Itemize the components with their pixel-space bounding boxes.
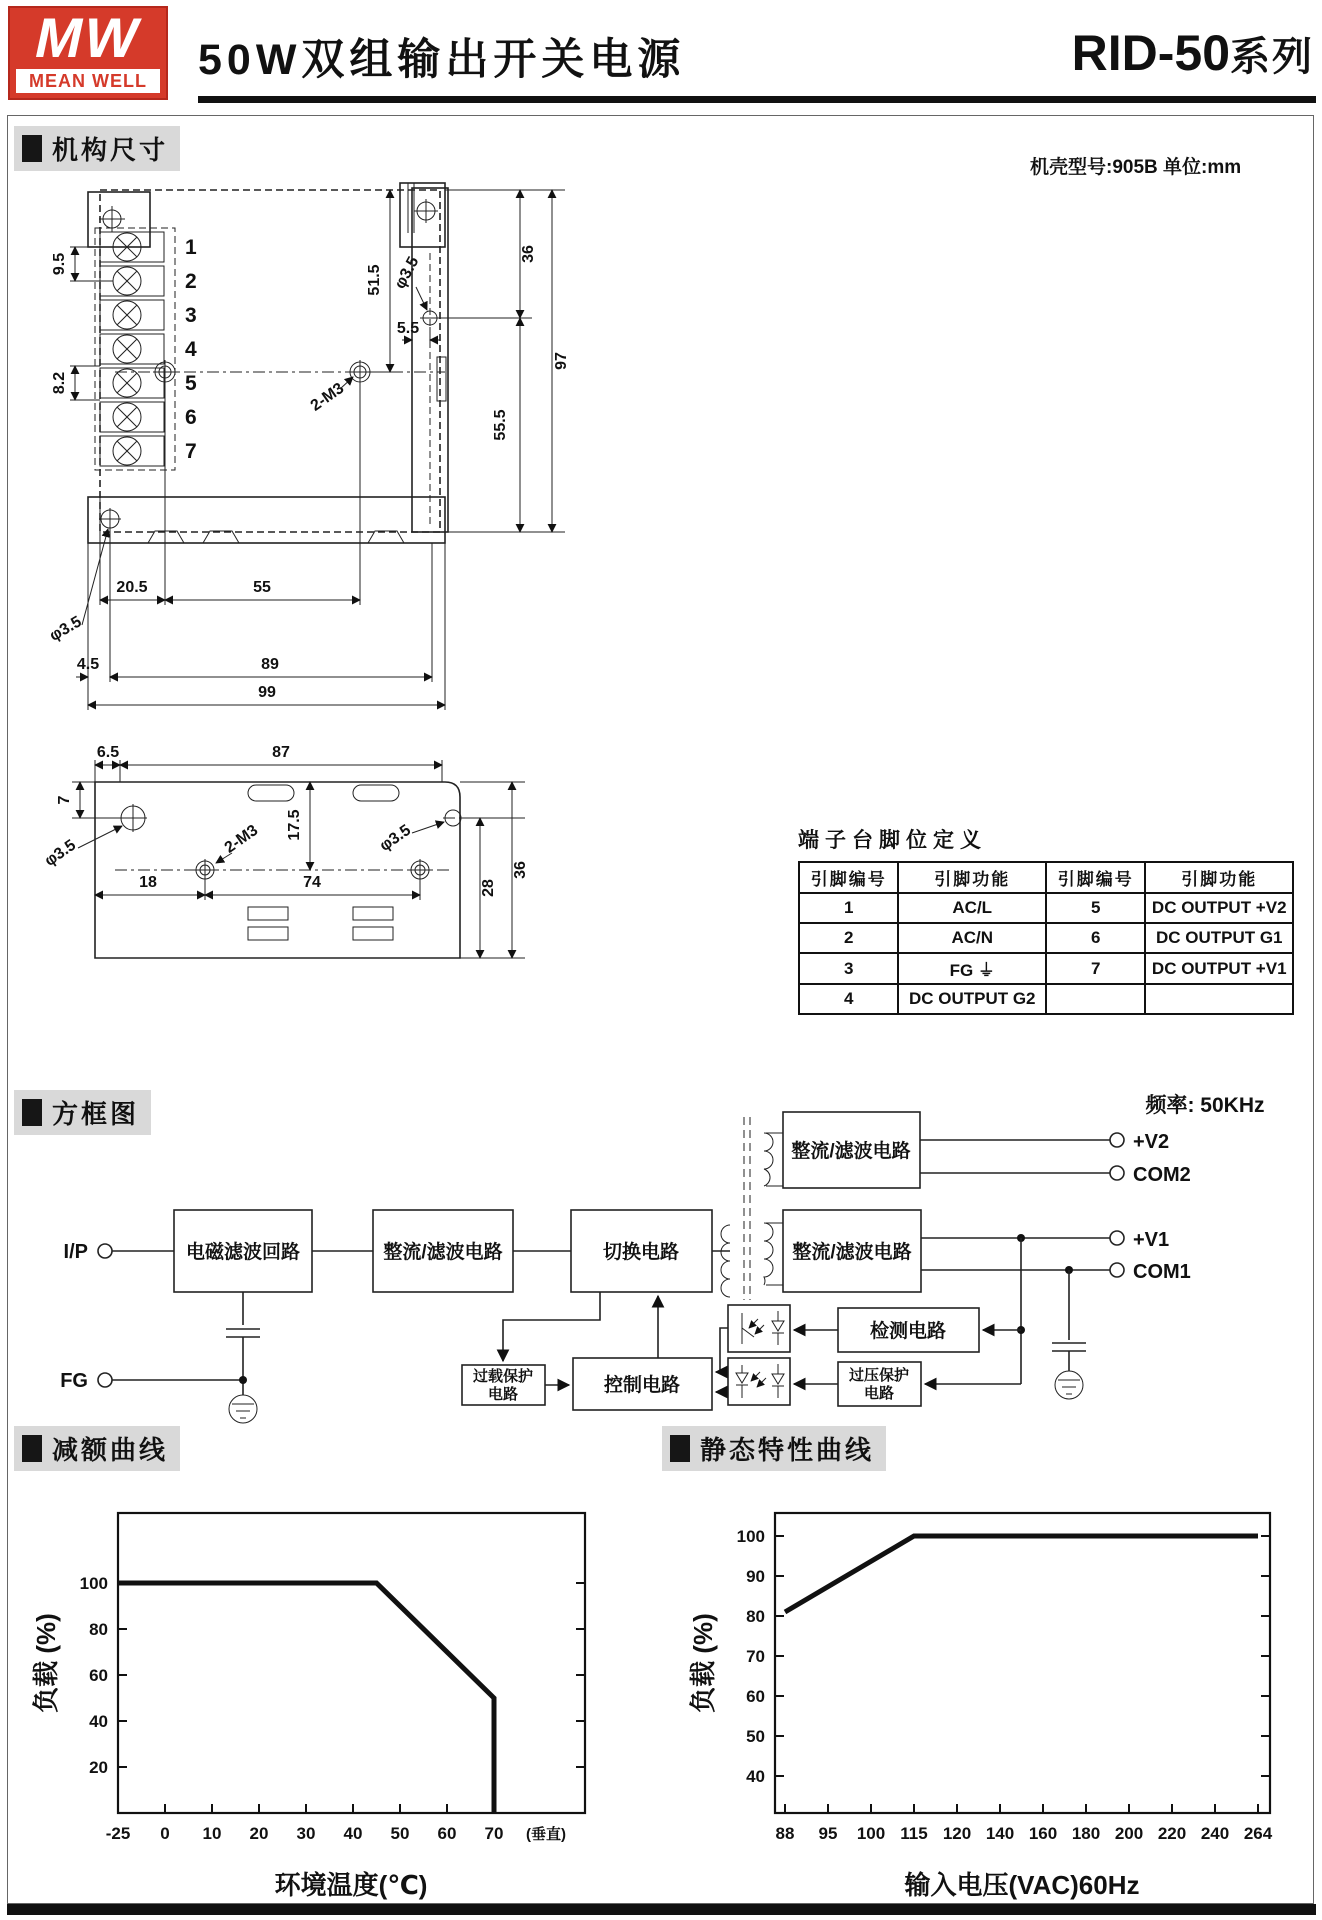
y-tick-label: 60 <box>89 1666 108 1685</box>
bottom-view-dimensions <box>42 744 529 958</box>
section-mechanical-title: 机构尺寸 <box>52 135 169 165</box>
pin-function: DC OUTPUT G1 <box>1145 923 1293 953</box>
x-tick-label: 70 <box>484 1824 504 1843</box>
dim-label: 55.5 <box>492 409 509 441</box>
dim-label: 6.5 <box>96 744 120 761</box>
logo-brand-name: MEAN WELL <box>29 70 147 91</box>
col-header: 引脚编号 <box>1046 862 1145 893</box>
frequency-label: 频率: 50KHz <box>1145 1094 1265 1117</box>
x-tick-label: 115 <box>900 1824 928 1843</box>
terminal-number: 5 <box>185 372 197 395</box>
x-tick-label: 100 <box>856 1824 886 1843</box>
terminal-screws <box>113 233 141 465</box>
dim-label: 28 <box>480 879 497 897</box>
dim-label: 9.5 <box>51 252 68 276</box>
x-axis-label: 环境温度(℃) <box>274 1870 428 1900</box>
dim-label: 89 <box>261 656 279 673</box>
control-box-label: 控制电路 <box>603 1375 681 1396</box>
x-axis-label: 输入电压(VAC)60Hz <box>904 1870 1140 1900</box>
dim-label: 55 <box>253 579 271 596</box>
y-tick-label: 80 <box>746 1607 765 1626</box>
logo-mw-text: MW <box>29 6 147 69</box>
col-header: 引脚功能 <box>1145 862 1293 893</box>
dim-label: 36 <box>512 861 529 879</box>
x-tick-label: 40 <box>343 1824 363 1843</box>
x-tick-label: 120 <box>942 1824 972 1843</box>
x-tick-label: 140 <box>985 1824 1015 1843</box>
series-title <box>1072 24 1314 82</box>
block-diagram <box>30 1085 1310 1430</box>
olp-box-label2: 电路 <box>487 1386 519 1403</box>
y-tick-label: 20 <box>89 1758 108 1777</box>
terminal-number: 3 <box>185 304 197 327</box>
x-tick-label: 200 <box>1114 1824 1144 1843</box>
y-tick-label: 40 <box>89 1712 108 1731</box>
pin-function: AC/L <box>898 893 1046 923</box>
ovp-box-label: 过压保护 <box>848 1367 910 1384</box>
dim-label: 7 <box>56 795 73 805</box>
detect-box-label: 检测电路 <box>869 1321 947 1342</box>
plot-border <box>775 1513 1270 1813</box>
x-tick-label: -25 <box>105 1824 131 1843</box>
section-square-icon <box>22 1435 42 1462</box>
x-tick-label: 264 <box>1243 1824 1273 1843</box>
pin-function: AC/N <box>898 923 1046 953</box>
pin-number: 1 <box>799 893 898 923</box>
curve <box>785 1536 1258 1612</box>
mechanical-drawing <box>20 175 620 975</box>
x-tick-label: 30 <box>296 1824 316 1843</box>
y-tick-label: 60 <box>746 1687 765 1706</box>
section-block-title: 方框图 <box>52 1099 140 1129</box>
com1-label: COM1 <box>1133 1261 1191 1283</box>
table-row <box>799 984 1293 1014</box>
pin-definition <box>798 824 1294 1015</box>
section-static-curve <box>662 1426 886 1471</box>
dim-label: 5.5 <box>396 320 420 337</box>
bottom-view-outline <box>95 782 472 958</box>
m3-callout: 2-M3 <box>307 379 348 415</box>
derating-chart <box>25 1470 645 1915</box>
meanwell-logo <box>8 6 168 100</box>
optocoupler-1 <box>728 1305 790 1352</box>
outputs <box>920 1131 1191 1283</box>
section-square-icon <box>22 135 42 162</box>
pin-function: FG ⏚ <box>898 953 1046 984</box>
dia-label: φ3.5 <box>376 821 415 855</box>
dim-label: 51.5 <box>366 264 383 296</box>
y-tick-label: 100 <box>79 1574 108 1593</box>
rectifier1-label: 整流/滤波电路 <box>383 1242 503 1263</box>
x-tick-label: 10 <box>202 1824 222 1843</box>
x-tick-label: 240 <box>1200 1824 1230 1843</box>
pin-table-title: 端子台脚位定义 <box>798 829 987 852</box>
col-header: 引脚功能 <box>898 862 1046 893</box>
block-boxes <box>174 1112 979 1410</box>
dim-label: 18 <box>139 874 157 891</box>
rectifier2-label: 整流/滤波电路 <box>791 1141 911 1162</box>
dia-label: φ3.5 <box>391 254 423 292</box>
x-tick-label: 60 <box>437 1824 457 1843</box>
dim-label: 20.5 <box>116 579 148 596</box>
v2-label: +V2 <box>1133 1131 1170 1153</box>
dim-label: 99 <box>258 684 276 701</box>
table-row <box>799 953 1293 984</box>
x-tick-label: 50 <box>390 1824 410 1843</box>
section-derating-title: 减额曲线 <box>52 1435 169 1465</box>
fg-label: FG <box>60 1370 88 1392</box>
terminal-number: 1 <box>185 236 197 259</box>
page-title: 50W双组输出开关电源 <box>198 36 686 84</box>
derating-plot <box>31 1513 585 1900</box>
pin-function: DC OUTPUT +V2 <box>1145 893 1293 923</box>
com2-label: COM2 <box>1133 1164 1191 1186</box>
section-square-icon <box>670 1435 690 1462</box>
pin-function <box>1145 984 1293 1014</box>
terminal-number: 2 <box>185 270 197 293</box>
pin-number: 6 <box>1046 923 1145 953</box>
dim-label: 8.2 <box>51 371 68 395</box>
ovp-box-label2: 电路 <box>863 1385 895 1402</box>
y-tick-label: 50 <box>746 1727 765 1746</box>
x-tick-label: 180 <box>1071 1824 1101 1843</box>
table-row <box>799 923 1293 953</box>
x-tick-label: 88 <box>775 1824 795 1843</box>
pin-number: 2 <box>799 923 898 953</box>
y-axis-label: 负载 (%) <box>31 1613 61 1713</box>
pin-number: 7 <box>1046 953 1145 984</box>
dim-label: 87 <box>272 744 290 761</box>
y-tick-label: 40 <box>746 1767 765 1786</box>
pin-number <box>1046 984 1145 1014</box>
title-rule <box>198 96 1316 103</box>
top-view-dimensions <box>51 190 570 532</box>
y-tick-label: 100 <box>736 1527 765 1546</box>
x-extra-label: (垂直) <box>526 1826 566 1843</box>
optocoupler-2 <box>728 1358 790 1405</box>
dim-label: 97 <box>553 352 570 370</box>
ip-label: I/P <box>63 1241 88 1263</box>
dim-label: 4.5 <box>76 656 100 673</box>
y-axis-label: 负载 (%) <box>688 1613 718 1713</box>
v1-label: +V1 <box>1133 1229 1170 1251</box>
dim-label: 36 <box>520 245 537 263</box>
terminal-block <box>95 228 197 470</box>
terminal-number: 7 <box>185 440 197 463</box>
dia-label: φ3.5 <box>46 613 85 645</box>
static-plot <box>688 1513 1273 1900</box>
table-row <box>799 893 1293 923</box>
curve <box>118 1583 494 1813</box>
case-note: 机壳型号:905B 单位:mm <box>1030 157 1242 178</box>
pin-number: 5 <box>1046 893 1145 923</box>
x-tick-label: 20 <box>249 1824 269 1843</box>
terminal-number: 6 <box>185 406 197 429</box>
table-header-row <box>799 862 1293 893</box>
x-tick-label: 95 <box>818 1824 838 1843</box>
y-tick-label: 70 <box>746 1647 765 1666</box>
col-header: 引脚编号 <box>799 862 898 893</box>
top-view-outline <box>88 183 448 532</box>
plot-border <box>118 1513 585 1813</box>
top-view-bottom-dimensions <box>47 384 445 710</box>
dia-label: φ3.5 <box>41 836 80 870</box>
input-terminals <box>60 1241 243 1392</box>
x-tick-label: 160 <box>1028 1824 1058 1843</box>
logo-strip <box>16 69 160 93</box>
dim-label: 17.5 <box>286 809 303 841</box>
y-tick-label: 80 <box>89 1620 108 1639</box>
switch-box-label: 切换电路 <box>602 1242 680 1263</box>
terminal-number: 4 <box>185 338 197 361</box>
section-static-title: 静态特性曲线 <box>700 1435 875 1465</box>
series-suffix: 系列 <box>1230 35 1314 79</box>
section-mechanical <box>14 126 180 171</box>
y-tick-label: 90 <box>746 1567 765 1586</box>
m3-callout: 2-M3 <box>221 821 262 857</box>
x-tick-label: 0 <box>160 1824 170 1843</box>
x-tick-label: 220 <box>1157 1824 1187 1843</box>
olp-box-label: 过载保护 <box>472 1368 534 1385</box>
series-code: RID-50 <box>1071 25 1230 81</box>
pin-number: 4 <box>799 984 898 1014</box>
section-derating <box>14 1426 180 1471</box>
pin-function: DC OUTPUT +V1 <box>1145 953 1293 984</box>
bottom-strip <box>88 497 445 543</box>
pin-number: 3 <box>799 953 898 984</box>
pin-table <box>798 861 1294 1015</box>
static-characteristic-chart <box>680 1470 1310 1915</box>
rectifier3-label: 整流/滤波电路 <box>792 1242 912 1263</box>
pin-function: DC OUTPUT G2 <box>898 984 1046 1014</box>
emi-box-label: 电磁滤波回路 <box>185 1242 301 1263</box>
dim-label: 74 <box>303 874 321 891</box>
transformer <box>712 1117 783 1300</box>
